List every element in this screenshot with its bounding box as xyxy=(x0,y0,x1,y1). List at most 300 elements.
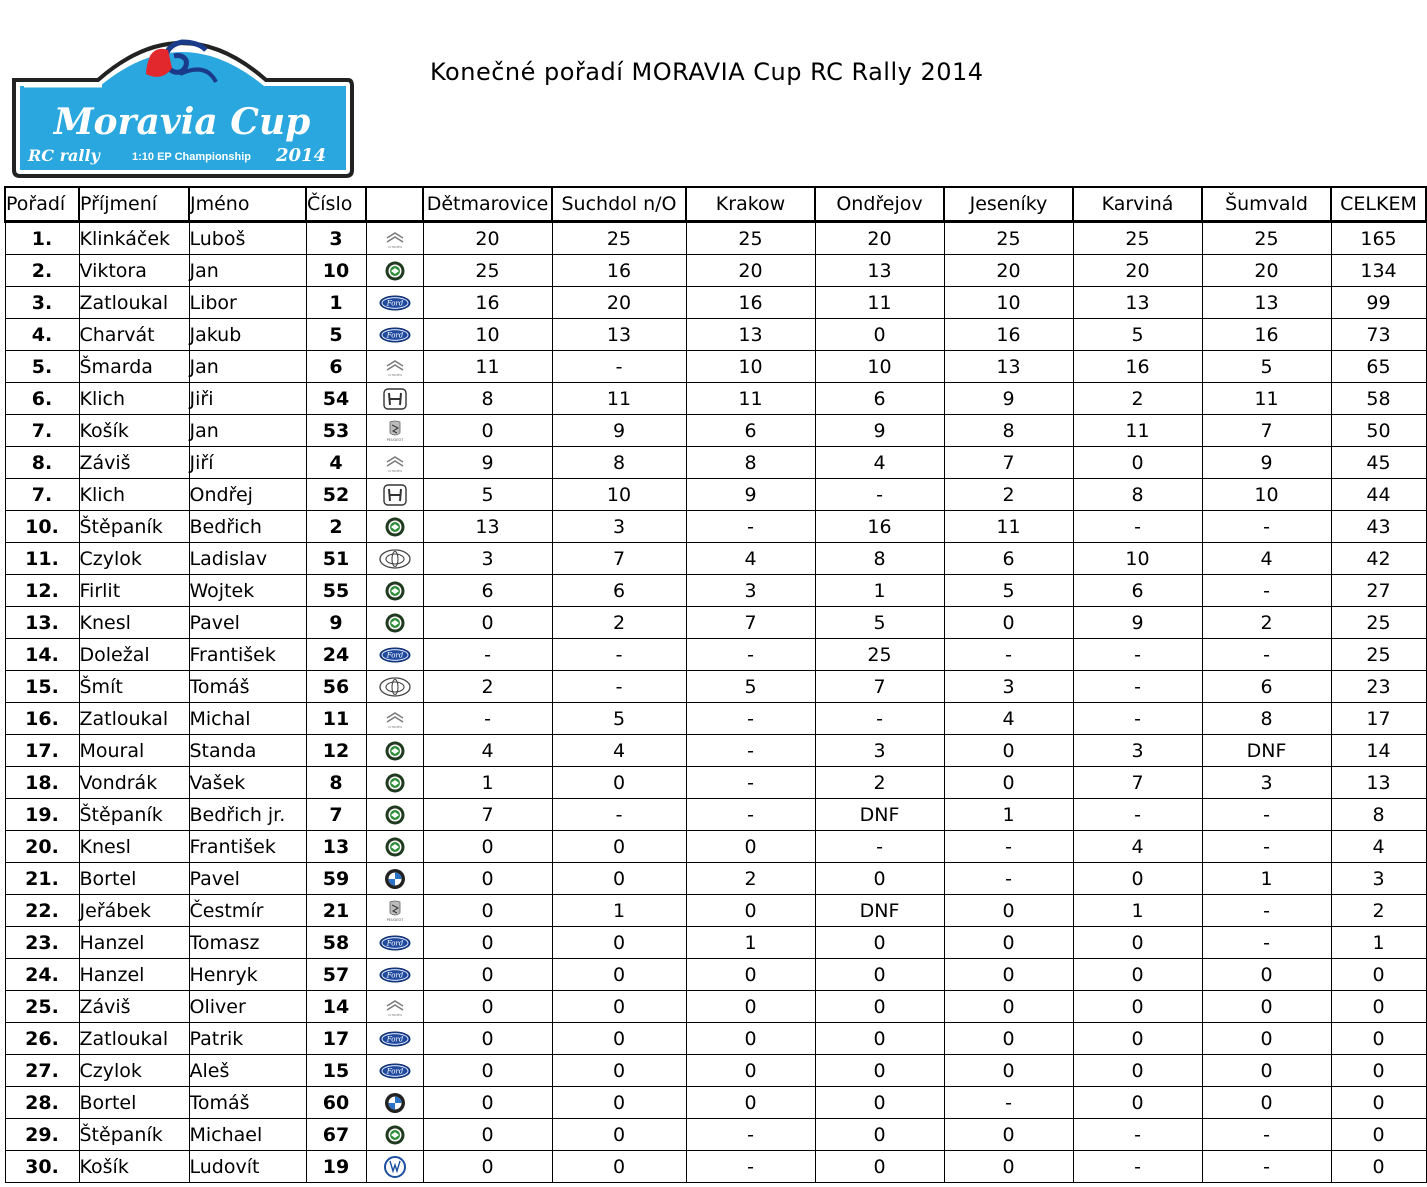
number-cell: 19 xyxy=(306,1151,366,1183)
total-cell: 13 xyxy=(1331,767,1426,799)
score-cell: - xyxy=(552,351,686,383)
name-cell: Bedřich xyxy=(189,511,306,543)
logo-main-text: Moravia Cup xyxy=(53,101,311,143)
brand-cell xyxy=(366,255,423,287)
brand-cell xyxy=(366,479,423,511)
score-cell: 9 xyxy=(686,479,815,511)
score-cell: 3 xyxy=(815,735,944,767)
brand-cell xyxy=(366,511,423,543)
total-cell: 3 xyxy=(1331,863,1426,895)
total-cell: 0 xyxy=(1331,959,1426,991)
surname-cell: Klich xyxy=(79,383,189,415)
name-cell: Jan xyxy=(189,415,306,447)
table-row xyxy=(5,575,1426,607)
score-cell: 0 xyxy=(423,991,552,1023)
brand-cell xyxy=(366,1055,423,1087)
score-cell: 0 xyxy=(1202,959,1331,991)
toyota-logo xyxy=(378,547,412,571)
rank-cell: 28. xyxy=(5,1087,79,1119)
score-cell: 20 xyxy=(815,222,944,255)
score-cell: 0 xyxy=(552,1055,686,1087)
score-cell: 11 xyxy=(552,383,686,415)
brand-cell xyxy=(366,927,423,959)
score-cell: 0 xyxy=(815,959,944,991)
score-cell: 0 xyxy=(423,959,552,991)
name-cell: Jakub xyxy=(189,319,306,351)
header-surname: Příjmení xyxy=(79,187,189,222)
name-cell: Aleš xyxy=(189,1055,306,1087)
header-event: Jeseníky xyxy=(944,187,1073,222)
table-row xyxy=(5,319,1426,351)
surname-cell: Czylok xyxy=(79,1055,189,1087)
score-cell: 0 xyxy=(686,1023,815,1055)
score-cell: 0 xyxy=(1073,1055,1202,1087)
score-cell: 0 xyxy=(1202,991,1331,1023)
svg-text:Ford: Ford xyxy=(386,939,403,947)
score-cell: 0 xyxy=(552,767,686,799)
score-cell: 0 xyxy=(815,1151,944,1183)
ford-logo xyxy=(378,1027,412,1051)
score-cell: 6 xyxy=(944,543,1073,575)
table-row xyxy=(5,671,1426,703)
score-cell: 0 xyxy=(423,1119,552,1151)
table-row xyxy=(5,639,1426,671)
brand-cell xyxy=(366,287,423,319)
score-cell: 1 xyxy=(815,575,944,607)
score-cell: 11 xyxy=(944,511,1073,543)
number-cell: 11 xyxy=(306,703,366,735)
brand-cell xyxy=(366,222,423,255)
score-cell: 10 xyxy=(1202,479,1331,511)
total-cell: 0 xyxy=(1331,1087,1426,1119)
rank-cell: 16. xyxy=(5,703,79,735)
logo-sub-year: 2014 xyxy=(276,145,327,166)
name-cell: František xyxy=(189,639,306,671)
rank-cell: 6. xyxy=(5,383,79,415)
surname-cell: Knesl xyxy=(79,831,189,863)
score-cell: - xyxy=(686,735,815,767)
score-cell: - xyxy=(686,511,815,543)
score-cell: 20 xyxy=(552,287,686,319)
score-cell: 0 xyxy=(552,927,686,959)
rank-cell: 4. xyxy=(5,319,79,351)
table-row xyxy=(5,1151,1426,1183)
rank-cell: 15. xyxy=(5,671,79,703)
table-row xyxy=(5,831,1426,863)
name-cell: Tomáš xyxy=(189,671,306,703)
brand-cell xyxy=(366,543,423,575)
score-cell: - xyxy=(1202,575,1331,607)
surname-cell: Zatloukal xyxy=(79,1023,189,1055)
surname-cell: Klinkáček xyxy=(79,222,189,255)
score-cell: 25 xyxy=(686,222,815,255)
rank-cell: 10. xyxy=(5,511,79,543)
brand-cell xyxy=(366,575,423,607)
surname-cell: Záviš xyxy=(79,447,189,479)
score-cell: - xyxy=(1073,671,1202,703)
bmw-logo xyxy=(378,867,412,891)
score-cell: 0 xyxy=(686,991,815,1023)
surname-cell: Vondrák xyxy=(79,767,189,799)
score-cell: 16 xyxy=(686,287,815,319)
header-event: Dětmarovice xyxy=(423,187,552,222)
skoda-logo xyxy=(378,803,412,827)
score-cell: 0 xyxy=(686,959,815,991)
surname-cell: Šmarda xyxy=(79,351,189,383)
score-cell: 16 xyxy=(1073,351,1202,383)
score-cell: 7 xyxy=(1202,415,1331,447)
total-cell: 25 xyxy=(1331,607,1426,639)
score-cell: 2 xyxy=(423,671,552,703)
number-cell: 58 xyxy=(306,927,366,959)
ford-logo xyxy=(378,323,412,347)
logo-sub-left: RC rally xyxy=(28,146,100,165)
score-cell: 2 xyxy=(552,607,686,639)
score-cell: 25 xyxy=(423,255,552,287)
table-row xyxy=(5,447,1426,479)
score-cell: 7 xyxy=(686,607,815,639)
table-row xyxy=(5,991,1426,1023)
score-cell: 0 xyxy=(815,1023,944,1055)
score-cell: 3 xyxy=(552,511,686,543)
score-cell: - xyxy=(1202,799,1331,831)
skoda-logo xyxy=(378,739,412,763)
score-cell: - xyxy=(944,1087,1073,1119)
score-cell: 9 xyxy=(944,383,1073,415)
brand-cell xyxy=(366,319,423,351)
name-cell: Jan xyxy=(189,255,306,287)
score-cell: DNF xyxy=(1202,735,1331,767)
number-cell: 55 xyxy=(306,575,366,607)
score-cell: - xyxy=(1073,1119,1202,1151)
score-cell: - xyxy=(1073,511,1202,543)
score-cell: 1 xyxy=(1202,863,1331,895)
score-cell: 11 xyxy=(1073,415,1202,447)
surname-cell: Hanzel xyxy=(79,959,189,991)
score-cell: 13 xyxy=(552,319,686,351)
skoda-logo xyxy=(378,1123,412,1147)
number-cell: 14 xyxy=(306,991,366,1023)
ford-logo xyxy=(378,1059,412,1083)
ford-logo xyxy=(378,291,412,315)
table-row xyxy=(5,927,1426,959)
rank-cell: 11. xyxy=(5,543,79,575)
score-cell: - xyxy=(686,639,815,671)
score-cell: 16 xyxy=(944,319,1073,351)
score-cell: 0 xyxy=(552,831,686,863)
score-cell: 10 xyxy=(944,287,1073,319)
score-cell: 0 xyxy=(944,1023,1073,1055)
skoda-logo xyxy=(378,515,412,539)
score-cell: 4 xyxy=(1073,831,1202,863)
rank-cell: 21. xyxy=(5,863,79,895)
name-cell: Pavel xyxy=(189,607,306,639)
score-cell: 0 xyxy=(423,831,552,863)
score-cell: - xyxy=(944,831,1073,863)
surname-cell: Šmít xyxy=(79,671,189,703)
number-cell: 52 xyxy=(306,479,366,511)
table-row xyxy=(5,351,1426,383)
table-row xyxy=(5,415,1426,447)
score-cell: 0 xyxy=(815,319,944,351)
ford-logo xyxy=(378,963,412,987)
score-cell: 5 xyxy=(423,479,552,511)
score-cell: 3 xyxy=(944,671,1073,703)
score-cell: - xyxy=(686,703,815,735)
score-cell: 25 xyxy=(815,639,944,671)
header-event: Suchdol n/O xyxy=(552,187,686,222)
score-cell: 0 xyxy=(552,959,686,991)
score-cell: 3 xyxy=(423,543,552,575)
score-cell: 2 xyxy=(944,479,1073,511)
score-cell: 5 xyxy=(944,575,1073,607)
name-cell: Pavel xyxy=(189,863,306,895)
number-cell: 54 xyxy=(306,383,366,415)
score-cell: 4 xyxy=(552,735,686,767)
score-cell: 6 xyxy=(423,575,552,607)
score-cell: - xyxy=(1073,799,1202,831)
number-cell: 51 xyxy=(306,543,366,575)
table-row xyxy=(5,799,1426,831)
score-cell: 9 xyxy=(1073,607,1202,639)
name-cell: Michael xyxy=(189,1119,306,1151)
rank-cell: 27. xyxy=(5,1055,79,1087)
score-cell: - xyxy=(552,799,686,831)
score-cell: - xyxy=(815,479,944,511)
brand-cell xyxy=(366,959,423,991)
score-cell: 1 xyxy=(552,895,686,927)
header-name: Jméno xyxy=(189,187,306,222)
name-cell: Luboš xyxy=(189,222,306,255)
citroen-logo xyxy=(378,707,412,731)
score-cell: 16 xyxy=(815,511,944,543)
total-cell: 0 xyxy=(1331,1151,1426,1183)
score-cell: - xyxy=(552,639,686,671)
number-cell: 4 xyxy=(306,447,366,479)
score-cell: 0 xyxy=(944,991,1073,1023)
score-cell: 8 xyxy=(552,447,686,479)
score-cell: 8 xyxy=(944,415,1073,447)
score-cell: 13 xyxy=(1073,287,1202,319)
header-total: CELKEM xyxy=(1331,187,1426,222)
surname-cell: Košík xyxy=(79,1151,189,1183)
score-cell: 5 xyxy=(1073,319,1202,351)
brand-cell xyxy=(366,895,423,927)
score-cell: 6 xyxy=(1202,671,1331,703)
surname-cell: Štěpaník xyxy=(79,511,189,543)
name-cell: Jan xyxy=(189,351,306,383)
svg-text:Ford: Ford xyxy=(386,1067,403,1075)
total-cell: 42 xyxy=(1331,543,1426,575)
score-cell: 0 xyxy=(686,895,815,927)
name-cell: Tomasz xyxy=(189,927,306,959)
score-cell: 7 xyxy=(815,671,944,703)
score-cell: 4 xyxy=(815,447,944,479)
score-cell: 7 xyxy=(944,447,1073,479)
score-cell: 0 xyxy=(423,1087,552,1119)
score-cell: 11 xyxy=(686,383,815,415)
score-cell: 20 xyxy=(1073,255,1202,287)
results-table xyxy=(4,186,1427,1183)
score-cell: 8 xyxy=(815,543,944,575)
brand-cell xyxy=(366,671,423,703)
score-cell: 3 xyxy=(686,575,815,607)
total-cell: 2 xyxy=(1331,895,1426,927)
table-row xyxy=(5,1119,1426,1151)
score-cell: 2 xyxy=(1202,607,1331,639)
score-cell: 25 xyxy=(552,222,686,255)
score-cell: 0 xyxy=(815,1087,944,1119)
total-cell: 50 xyxy=(1331,415,1426,447)
table-row xyxy=(5,703,1426,735)
score-cell: 0 xyxy=(423,863,552,895)
total-cell: 165 xyxy=(1331,222,1426,255)
table-header-row xyxy=(5,187,1426,222)
page-title: Konečné pořadí MORAVIA Cup RC Rally 2014 xyxy=(430,58,984,86)
score-cell: 0 xyxy=(552,1151,686,1183)
rank-cell: 29. xyxy=(5,1119,79,1151)
table-row xyxy=(5,1023,1426,1055)
score-cell: 0 xyxy=(944,895,1073,927)
surname-cell: Viktora xyxy=(79,255,189,287)
score-cell: 0 xyxy=(686,1087,815,1119)
score-cell: 10 xyxy=(423,319,552,351)
total-cell: 134 xyxy=(1331,255,1426,287)
brand-cell xyxy=(366,1151,423,1183)
name-cell: Standa xyxy=(189,735,306,767)
score-cell: 0 xyxy=(552,991,686,1023)
skoda-logo xyxy=(378,259,412,283)
table-row xyxy=(5,222,1426,255)
total-cell: 99 xyxy=(1331,287,1426,319)
total-cell: 1 xyxy=(1331,927,1426,959)
brand-cell xyxy=(366,1119,423,1151)
score-cell: 0 xyxy=(423,1151,552,1183)
score-cell: 9 xyxy=(423,447,552,479)
skoda-logo xyxy=(378,579,412,603)
score-cell: 0 xyxy=(815,927,944,959)
score-cell: 8 xyxy=(1202,703,1331,735)
score-cell: 2 xyxy=(1073,383,1202,415)
score-cell: 7 xyxy=(1073,767,1202,799)
header-brand xyxy=(366,187,423,222)
score-cell: 9 xyxy=(552,415,686,447)
table-row xyxy=(5,1055,1426,1087)
rank-cell: 19. xyxy=(5,799,79,831)
surname-cell: Knesl xyxy=(79,607,189,639)
score-cell: 1 xyxy=(1073,895,1202,927)
table-row xyxy=(5,959,1426,991)
score-cell: - xyxy=(1202,1151,1331,1183)
score-cell: 0 xyxy=(423,415,552,447)
number-cell: 60 xyxy=(306,1087,366,1119)
score-cell: 0 xyxy=(423,895,552,927)
score-cell: 20 xyxy=(944,255,1073,287)
score-cell: - xyxy=(944,863,1073,895)
score-cell: 0 xyxy=(944,1055,1073,1087)
score-cell: 1 xyxy=(944,799,1073,831)
score-cell: 0 xyxy=(552,863,686,895)
score-cell: 9 xyxy=(1202,447,1331,479)
toyota-logo xyxy=(378,675,412,699)
number-cell: 12 xyxy=(306,735,366,767)
score-cell: 11 xyxy=(815,287,944,319)
score-cell: - xyxy=(686,1119,815,1151)
skoda-logo xyxy=(378,771,412,795)
rank-cell: 5. xyxy=(5,351,79,383)
score-cell: 0 xyxy=(815,1055,944,1087)
name-cell: Ludovít xyxy=(189,1151,306,1183)
header-event: Ondřejov xyxy=(815,187,944,222)
score-cell: DNF xyxy=(815,799,944,831)
score-cell: 0 xyxy=(944,1119,1073,1151)
total-cell: 73 xyxy=(1331,319,1426,351)
rank-cell: 7. xyxy=(5,479,79,511)
score-cell: - xyxy=(686,1151,815,1183)
brand-cell xyxy=(366,639,423,671)
citroen-logo xyxy=(378,355,412,379)
score-cell: 13 xyxy=(815,255,944,287)
rank-cell: 12. xyxy=(5,575,79,607)
score-cell: - xyxy=(1073,703,1202,735)
score-cell: - xyxy=(1202,639,1331,671)
score-cell: 0 xyxy=(1202,1087,1331,1119)
score-cell: 4 xyxy=(686,543,815,575)
score-cell: 1 xyxy=(686,927,815,959)
brand-cell xyxy=(366,607,423,639)
score-cell: 0 xyxy=(1073,863,1202,895)
svg-text:CITROËN: CITROËN xyxy=(387,372,402,377)
score-cell: 2 xyxy=(686,863,815,895)
score-cell: 7 xyxy=(423,799,552,831)
score-cell: 0 xyxy=(944,735,1073,767)
score-cell: 3 xyxy=(1202,767,1331,799)
table-row xyxy=(5,511,1426,543)
surname-cell: Zatloukal xyxy=(79,703,189,735)
rank-cell: 22. xyxy=(5,895,79,927)
score-cell: - xyxy=(423,703,552,735)
score-cell: 0 xyxy=(1073,991,1202,1023)
name-cell: František xyxy=(189,831,306,863)
number-cell: 53 xyxy=(306,415,366,447)
number-cell: 5 xyxy=(306,319,366,351)
rank-cell: 26. xyxy=(5,1023,79,1055)
number-cell: 8 xyxy=(306,767,366,799)
surname-cell: Bortel xyxy=(79,863,189,895)
score-cell: 0 xyxy=(1073,447,1202,479)
number-cell: 56 xyxy=(306,671,366,703)
svg-text:PEUGEOT: PEUGEOT xyxy=(386,437,403,442)
score-cell: - xyxy=(1202,895,1331,927)
score-cell: 0 xyxy=(1202,1023,1331,1055)
score-cell: 10 xyxy=(815,351,944,383)
surname-cell: Štěpaník xyxy=(79,1119,189,1151)
score-cell: 20 xyxy=(1202,255,1331,287)
score-cell: 0 xyxy=(944,767,1073,799)
total-cell: 8 xyxy=(1331,799,1426,831)
score-cell: 3 xyxy=(1073,735,1202,767)
score-cell: 13 xyxy=(686,319,815,351)
score-cell: 20 xyxy=(423,222,552,255)
name-cell: Čestmír xyxy=(189,895,306,927)
total-cell: 0 xyxy=(1331,991,1426,1023)
score-cell: 0 xyxy=(1073,1023,1202,1055)
brand-cell xyxy=(366,863,423,895)
score-cell: 16 xyxy=(552,255,686,287)
number-cell: 7 xyxy=(306,799,366,831)
vw-logo xyxy=(378,1155,412,1179)
score-cell: 7 xyxy=(552,543,686,575)
